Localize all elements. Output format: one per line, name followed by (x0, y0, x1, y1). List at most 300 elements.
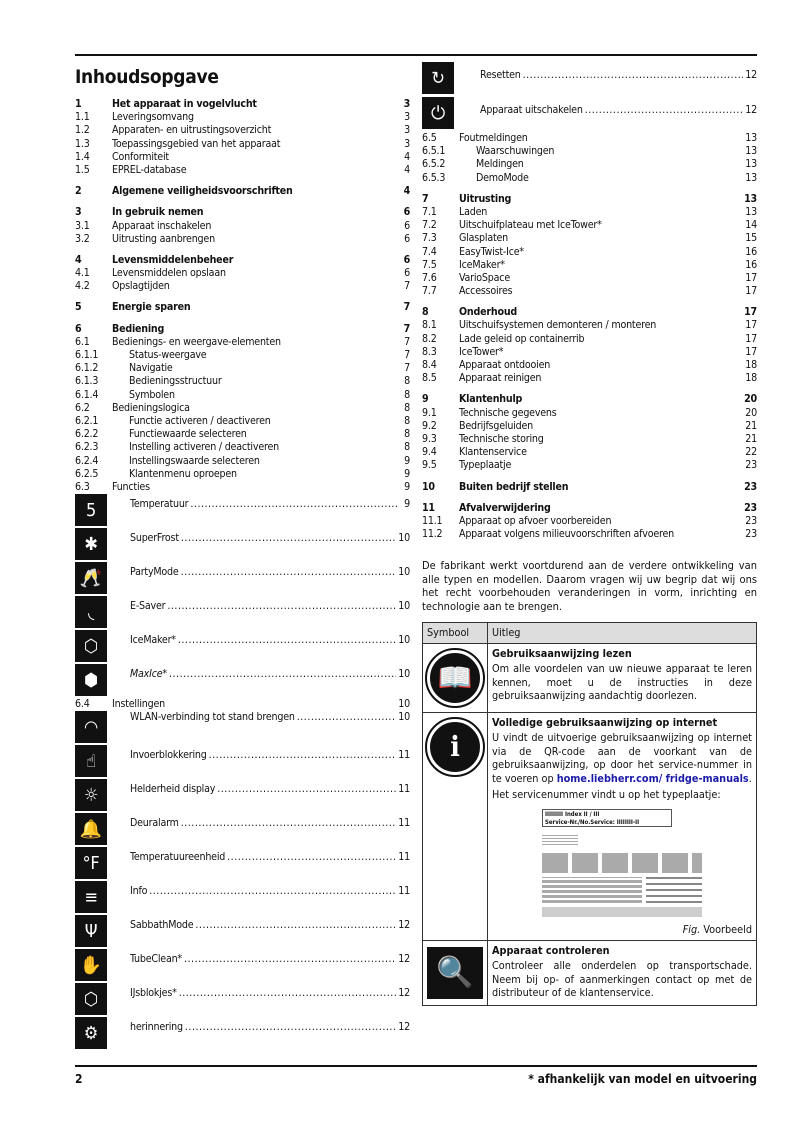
toc-entry-number: 6.5 (422, 132, 437, 144)
toc-page-number: 9 (404, 467, 410, 480)
toc-entry-title: Functiewaarde selecteren (129, 428, 247, 441)
period: . (748, 771, 752, 785)
toc-page-number: 13 (745, 205, 757, 218)
toc-entry[interactable] (422, 346, 757, 359)
toc-entry-title: In gebruik nemen (112, 206, 204, 219)
toc-entry-title: Status-weergave (129, 349, 207, 361)
dot-leader (169, 668, 396, 681)
dot-leader (167, 600, 396, 613)
toc-page-number: 22 (745, 446, 757, 459)
toc-entry[interactable] (422, 481, 757, 494)
toc-entry[interactable] (75, 98, 410, 111)
toc-page-number: 7 (404, 349, 410, 361)
toc-icon-entry[interactable] (75, 630, 410, 664)
toc-entry[interactable] (75, 455, 410, 468)
toc-entry-number: 11.1 (422, 514, 443, 527)
toc-entry-title: Energie sparen (112, 301, 191, 314)
dot-leader (181, 817, 397, 830)
toc-page-number: 12 (398, 987, 410, 1000)
toc-entry-title: Instellingswaarde selecteren (129, 454, 260, 467)
toc-entry[interactable] (75, 124, 410, 137)
toc-entry-number: 10 (422, 480, 435, 493)
toc-entry-title: Klantenservice (459, 446, 527, 459)
toc-page-number: 23 (744, 501, 757, 514)
toc-entry-number: 8.4 (422, 359, 437, 371)
toc-icon-entry[interactable] (422, 62, 757, 97)
toc-entry[interactable] (422, 193, 757, 206)
toc-entry-number: 6 (75, 322, 82, 335)
toc-page-number: 20 (744, 393, 757, 406)
dot-leader (585, 104, 744, 117)
row-title: Gebruiksaanwijzing lezen (492, 647, 632, 660)
toc-entry[interactable] (422, 359, 757, 372)
row-title: Apparaat controleren (492, 943, 610, 957)
toc-page-number: 17 (744, 306, 757, 319)
toc-entry-title: Afvalverwijdering (459, 501, 551, 514)
toc-entry[interactable] (422, 515, 757, 528)
toc-entry-number: 1.4 (75, 150, 90, 163)
toc-icon-entry[interactable] (75, 813, 410, 847)
e-saver-leaf-icon: ◟ (75, 596, 107, 628)
toc-entry-number: 6.1.2 (75, 362, 99, 375)
toc-entry-number: 11.2 (422, 528, 443, 541)
dot-leader (178, 634, 396, 647)
toc-entry-title: Info (130, 885, 148, 898)
toc-entry-number: 6.1.4 (75, 388, 99, 401)
header-explanation: Uitleg (488, 623, 757, 644)
toc-page-number: 13 (745, 158, 757, 171)
toc-page-number: 23 (745, 514, 757, 527)
row-text-2: Het servicenummer vindt u op het typeplaatje: (492, 788, 721, 802)
row-title: Volledige gebruiksaanwijzing op internet (492, 716, 718, 729)
toc-page-number: 3 (403, 98, 410, 110)
toc-entry[interactable] (75, 375, 410, 388)
toc-left-column (75, 98, 410, 1051)
toc-entry-number: 1.1 (75, 111, 90, 124)
toc-entry[interactable] (75, 220, 410, 233)
toc-entry[interactable] (422, 272, 757, 285)
toc-entry[interactable] (75, 441, 410, 454)
toc-entry[interactable] (422, 420, 757, 433)
dot-leader (149, 885, 396, 898)
table-row (423, 940, 757, 1005)
toc-entry-title: IceMaker* (130, 634, 176, 647)
brightness-sun-icon: ☼ (75, 779, 107, 811)
toc-icon-entry[interactable] (75, 983, 410, 1017)
toc-entry[interactable] (422, 372, 757, 385)
toc-entry-title: Bedieningslogica (112, 401, 190, 414)
toc-entry-title: Apparaat uitschakelen (480, 104, 583, 116)
wifi-icon: ◠ (75, 711, 107, 743)
toc-entry[interactable] (75, 389, 410, 402)
toc-page-number: 21 (745, 419, 757, 432)
toc-entry[interactable] (422, 259, 757, 272)
toc-page-number: 10 (398, 668, 410, 681)
toc-entry[interactable] (75, 349, 410, 362)
toc-entry-title: Bedrijfsgeluiden (459, 419, 534, 432)
toc-page-number: 7 (404, 280, 410, 293)
toc-entry-title: Temperatuur (130, 498, 189, 511)
toc-page-number: 21 (745, 432, 757, 445)
toc-page-number: 7 (403, 322, 410, 335)
table-row (423, 713, 757, 941)
toc-entry-title: Deuralarm (130, 817, 179, 830)
intro-paragraph: De fabrikant werkt voortdurend aan de verdere ontwikkeling van alle typen en modellen. Daarom vragen wij uw begrip dat wij ons het recht voorbehouden veranderingen in vorm, inrichting en technologie aan te brengen. (422, 559, 757, 613)
dot-leader (190, 498, 398, 511)
toc-entry-number: 8 (422, 306, 429, 319)
superfrost-icon: ✱ (75, 528, 107, 560)
toc-icon-entry[interactable] (422, 97, 757, 132)
toc-entry[interactable] (422, 158, 757, 171)
toc-entry-number: 6.5.2 (422, 158, 446, 171)
toc-icon-entry[interactable] (75, 596, 410, 630)
toc-entry-title: VarioSpace (459, 271, 510, 284)
toc-entry-number: 6.2.4 (75, 454, 99, 467)
toc-entry-number: 7.5 (422, 258, 437, 271)
toc-page-number: 6 (404, 267, 410, 280)
toc-entry-title: WLAN-verbinding tot stand brengen (130, 711, 295, 724)
toc-icon-entry[interactable] (75, 779, 410, 813)
toc-entry-title: DemoMode (476, 171, 529, 184)
toc-entry-title: Glasplaten (459, 232, 509, 245)
toc-entry[interactable] (422, 132, 757, 145)
toc-entry-number: 9.1 (422, 406, 437, 419)
toc-entry[interactable] (422, 172, 757, 185)
toc-page-number: 6 (404, 232, 410, 245)
toc-page-number: 11 (398, 749, 410, 762)
toc-entry-number: 3 (75, 206, 82, 219)
input-lock-hand-icon: ☝ (75, 745, 107, 777)
toc-entry-number: 6.1.1 (75, 349, 99, 361)
toc-entry-number: 7.2 (422, 219, 437, 232)
toc-page-number: 18 (745, 372, 757, 385)
toc-page-number: 8 (404, 401, 410, 414)
online-manual-info-icon: ℹ (427, 719, 483, 775)
toc-entry-title: MaxIce* (130, 668, 167, 681)
toc-page-number: 7 (404, 335, 410, 348)
row-text: U vindt de uitvoerige gebruiksaanwijzing op internet via de QR-code aan de voorkant van de gebruiksaanwijzing, op door het service-nummer in te voeren op (492, 731, 752, 785)
dot-leader (181, 532, 396, 545)
toc-entry-title: Typeplaatje (459, 459, 512, 472)
toc-entry-title: Toepassingsgebied van het apparaat (112, 137, 281, 150)
toc-entry-title: TubeClean* (130, 953, 182, 966)
toc-icon-entry[interactable] (75, 528, 410, 562)
toc-entry-title: Foutmeldingen (459, 132, 528, 144)
toc-entry[interactable] (75, 301, 410, 314)
toc-entry-title: Uitrusting aanbrengen (112, 232, 215, 245)
toc-entry[interactable] (75, 164, 410, 177)
toc-entry-title: SuperFrost (130, 532, 179, 545)
toc-entry[interactable] (75, 468, 410, 481)
magnifier-icon: 🔍 (427, 947, 483, 999)
toc-entry-title: Apparaat inschakelen (112, 219, 212, 232)
toc-entry-number: 1.2 (75, 124, 90, 137)
toc-page-number: 10 (398, 566, 410, 579)
toc-page-number: 4 (403, 185, 410, 198)
toc-entry-title: Functie activeren / deactiveren (129, 414, 271, 427)
toc-entry-number: 6.1.3 (75, 375, 99, 388)
read-manual-icon: 📖 (427, 650, 483, 706)
toc-entry[interactable] (422, 333, 757, 346)
toc-page-number: 17 (745, 319, 757, 332)
toc-entry-number: 8.5 (422, 372, 437, 385)
dot-leader (185, 1021, 396, 1034)
toc-entry-title: Bedieningsstructuur (129, 375, 222, 388)
toc-page-number: 7 (403, 301, 410, 314)
toc-entry[interactable] (75, 323, 410, 336)
toc-icon-entry[interactable] (75, 881, 410, 915)
toc-entry-title: Technische gegevens (459, 406, 557, 419)
toc-page-number: 20 (745, 406, 757, 419)
toc-entry[interactable] (422, 206, 757, 219)
toc-entry[interactable] (75, 206, 410, 219)
toc-page-number: 12 (745, 104, 757, 116)
toc-entry-title: Laden (459, 205, 488, 218)
toc-entry-number: 9.5 (422, 459, 437, 472)
toc-page-number: 8 (404, 375, 410, 388)
toc-entry[interactable] (75, 428, 410, 441)
toc-icon-entry[interactable] (75, 949, 410, 983)
toc-entry[interactable] (422, 285, 757, 298)
toc-page-number: 6 (403, 253, 410, 266)
toc-entry-title: IceTower* (459, 345, 504, 358)
toc-entry[interactable] (422, 145, 757, 158)
toc-page-number: 8 (404, 388, 410, 401)
toc-entry[interactable] (75, 267, 410, 280)
toc-page-number: 13 (745, 132, 757, 144)
toc-page-number: 17 (745, 271, 757, 284)
toc-page-number: 4 (404, 163, 410, 176)
toc-entry[interactable] (422, 459, 757, 472)
temperature-display-icon: 5 (75, 494, 107, 526)
toc-entry[interactable] (422, 502, 757, 515)
toc-entry-title: Uitschuifsystemen demonteren / monteren (459, 319, 657, 332)
plate-line-2: Service-Nr./No.Service: IIIIIIII-II (545, 819, 640, 827)
toc-entry-number: 4 (75, 253, 82, 266)
toc-entry-title: IJsblokjes* (130, 987, 177, 1000)
plate-line-1: IIIIIIIII Index II / III (545, 811, 600, 819)
toc-entry[interactable] (75, 362, 410, 375)
toc-page-number: 3 (404, 111, 410, 124)
top-rule (75, 54, 757, 56)
toc-entry[interactable] (422, 232, 757, 245)
toc-entry-title: Apparaat ontdooien (459, 359, 551, 371)
toc-entry-number: 1.3 (75, 137, 90, 150)
toc-entry[interactable] (422, 528, 757, 541)
toc-entry[interactable] (75, 138, 410, 151)
toc-entry[interactable] (75, 151, 410, 164)
toc-icon-entry[interactable] (75, 847, 410, 881)
toc-entry-number: 4.1 (75, 267, 90, 280)
toc-page-number: 10 (398, 711, 410, 724)
toc-entry-number: 8.1 (422, 319, 437, 332)
toc-entry-title: Apparaten- en uitrustingsoverzicht (112, 124, 272, 137)
icemaker-cubes-icon: ⬡ (75, 630, 107, 662)
toc-entry-title: Bedienings- en weergave-elementen (112, 335, 281, 348)
toc-entry-number: 1 (75, 98, 82, 110)
toc-entry-title: Bediening (112, 322, 165, 335)
toc-page-number: 11 (398, 851, 410, 864)
toc-entry-title: Functies (112, 480, 150, 493)
toc-entry-number: 1.5 (75, 163, 90, 176)
toc-entry-title: Technische storing (459, 432, 544, 445)
toc-entry[interactable] (422, 219, 757, 232)
toc-entry-title: Conformiteit (112, 150, 169, 163)
toc-entry[interactable] (422, 246, 757, 259)
toc-page-number: 14 (745, 219, 757, 232)
toc-page-number: 9 (404, 498, 410, 511)
dot-leader (179, 987, 397, 1000)
toc-page-number: 10 (398, 634, 410, 647)
toc-entry[interactable] (422, 446, 757, 459)
toc-entry-number: 6.5.1 (422, 145, 446, 158)
toc-page-number: 13 (745, 171, 757, 184)
toc-entry-number: 8.2 (422, 332, 437, 345)
toc-page-number: 10 (398, 600, 410, 613)
partymode-icon: 🥂 (75, 562, 107, 594)
toc-entry-number: 6.4 (75, 698, 90, 711)
dot-leader (181, 566, 397, 579)
toc-page-number: 8 (404, 428, 410, 441)
toc-entry[interactable] (75, 233, 410, 246)
toc-entry-title: Opslagtijden (112, 280, 170, 293)
table-row (423, 644, 757, 713)
toc-icon-entry[interactable] (75, 745, 410, 779)
dot-leader (227, 851, 396, 864)
toc-page-number: 13 (744, 192, 757, 205)
toc-entry-number: 6.3 (75, 480, 90, 493)
toc-entry-number: 7.7 (422, 285, 437, 298)
toc-entry-title: Lade geleid op containerrib (459, 332, 585, 345)
toc-entry-title: E-Saver (130, 600, 166, 613)
toc-page-number: 10 (398, 532, 410, 545)
row-text: Controleer alle onderdelen op transportschade. Neem bij op- of aanmerkingen contact op met de distributeur of de klantenservice. (492, 959, 752, 1000)
toc-entry-title: PartyMode (130, 566, 179, 579)
tubeclean-icon: ✋ (75, 949, 107, 981)
toc-entry[interactable] (75, 280, 410, 293)
toc-entry-title: Algemene veiligheidsvoorschriften (112, 185, 293, 198)
page-title: Inhoudsopgave (75, 66, 219, 88)
reset-icon: ↻ (422, 62, 454, 94)
toc-entry-title: Klantenhulp (459, 393, 523, 406)
toc-page-number: 12 (398, 1021, 410, 1034)
manuals-link[interactable]: home.liebherr.com/ fridge-manuals (556, 771, 749, 785)
temperature-unit-icon: °F (75, 847, 107, 879)
footnote: * afhankelijk van model en uitvoering (528, 1072, 757, 1086)
toc-entry-title: Meldingen (476, 158, 524, 171)
symbol-table (422, 622, 757, 1006)
toc-entry-title: Helderheid display (130, 783, 216, 796)
toc-entry-title: IceMaker* (459, 258, 505, 271)
dot-leader (297, 711, 397, 724)
table-header-row (423, 623, 757, 644)
toc-page-number: 11 (398, 817, 410, 830)
toc-page-number: 16 (745, 258, 757, 271)
toc-entry[interactable] (422, 393, 757, 406)
toc-entry[interactable] (75, 698, 410, 711)
toc-page-number: 4 (404, 150, 410, 163)
door-alarm-icon: 🔔 (75, 813, 107, 845)
toc-icon-entry[interactable] (75, 1017, 410, 1051)
toc-page-number: 12 (398, 919, 410, 932)
toc-entry[interactable] (422, 407, 757, 420)
toc-entry[interactable] (422, 306, 757, 319)
toc-entry[interactable] (422, 433, 757, 446)
toc-page-number: 23 (744, 480, 757, 493)
toc-page-number: 15 (745, 232, 757, 245)
toc-entry-title: Apparaat volgens milieuvoorschriften afvoeren (459, 528, 674, 541)
toc-entry-number: 6.5.3 (422, 171, 446, 184)
toc-entry[interactable] (75, 402, 410, 415)
toc-icon-entry[interactable] (75, 711, 410, 745)
toc-entry-number: 9.4 (422, 446, 437, 459)
toc-entry-title: EPREL-database (112, 163, 187, 176)
toc-icon-entry[interactable] (75, 915, 410, 949)
toc-entry-number: 6.2.2 (75, 428, 99, 441)
toc-entry-number: 9 (422, 393, 429, 406)
info-text-icon: ≡ (75, 881, 107, 913)
toc-entry-number: 7.3 (422, 232, 437, 245)
maxice-icon: ⬢ (75, 664, 107, 696)
dot-leader (523, 69, 744, 82)
toc-page-number: 8 (404, 441, 410, 454)
toc-page-number: 17 (745, 285, 757, 298)
toc-entry[interactable] (75, 415, 410, 428)
toc-entry[interactable] (75, 254, 410, 267)
toc-page-number: 6 (404, 219, 410, 232)
toc-entry-number: 2 (75, 185, 82, 198)
toc-entry-title: Resetten (480, 69, 521, 81)
power-off-icon: ⏻ (422, 97, 454, 129)
toc-right-column (422, 62, 757, 541)
toc-entry-number: 9.3 (422, 432, 437, 445)
toc-entry-title: Navigatie (129, 362, 173, 375)
toc-entry-number: 6.2.3 (75, 441, 99, 454)
toc-entry-title: SabbathMode (130, 919, 194, 932)
toc-icon-entry[interactable] (75, 664, 410, 698)
toc-page-number: 7 (404, 362, 410, 375)
toc-icon-entry[interactable] (75, 494, 410, 528)
toc-entry-title: Uitschuifplateau met IceTower* (459, 219, 602, 232)
toc-entry[interactable] (422, 319, 757, 332)
toc-entry[interactable] (75, 336, 410, 349)
toc-icon-entry[interactable] (75, 562, 410, 596)
toc-page-number: 3 (404, 137, 410, 150)
toc-entry-title: Levensmiddelenbeheer (112, 253, 234, 266)
toc-entry-title: Instellingen (112, 698, 165, 711)
toc-entry-number: 8.3 (422, 345, 437, 358)
toc-entry-title: EasyTwist-Ice* (459, 245, 524, 258)
toc-entry-title: Onderhoud (459, 306, 518, 319)
toc-entry[interactable] (75, 481, 410, 494)
toc-entry-number: 6.2 (75, 401, 90, 414)
toc-entry-title: Uitrusting (459, 192, 512, 205)
toc-entry-title: Waarschuwingen (476, 145, 555, 158)
toc-entry[interactable] (75, 185, 410, 198)
dot-leader (195, 919, 396, 932)
toc-entry-title: Buiten bedrijf stellen (459, 480, 569, 493)
toc-entry-title: Klantenmenu oproepen (129, 467, 237, 480)
toc-entry-number: 6.2.1 (75, 414, 99, 427)
toc-entry-number: 11 (422, 501, 435, 514)
toc-page-number: 8 (404, 414, 410, 427)
dot-leader (209, 749, 397, 762)
toc-page-number: 11 (398, 885, 410, 898)
toc-entry[interactable] (75, 111, 410, 124)
toc-page-number: 11 (398, 783, 410, 796)
dot-leader (217, 783, 396, 796)
fig-caption: Voorbeeld (703, 923, 752, 937)
